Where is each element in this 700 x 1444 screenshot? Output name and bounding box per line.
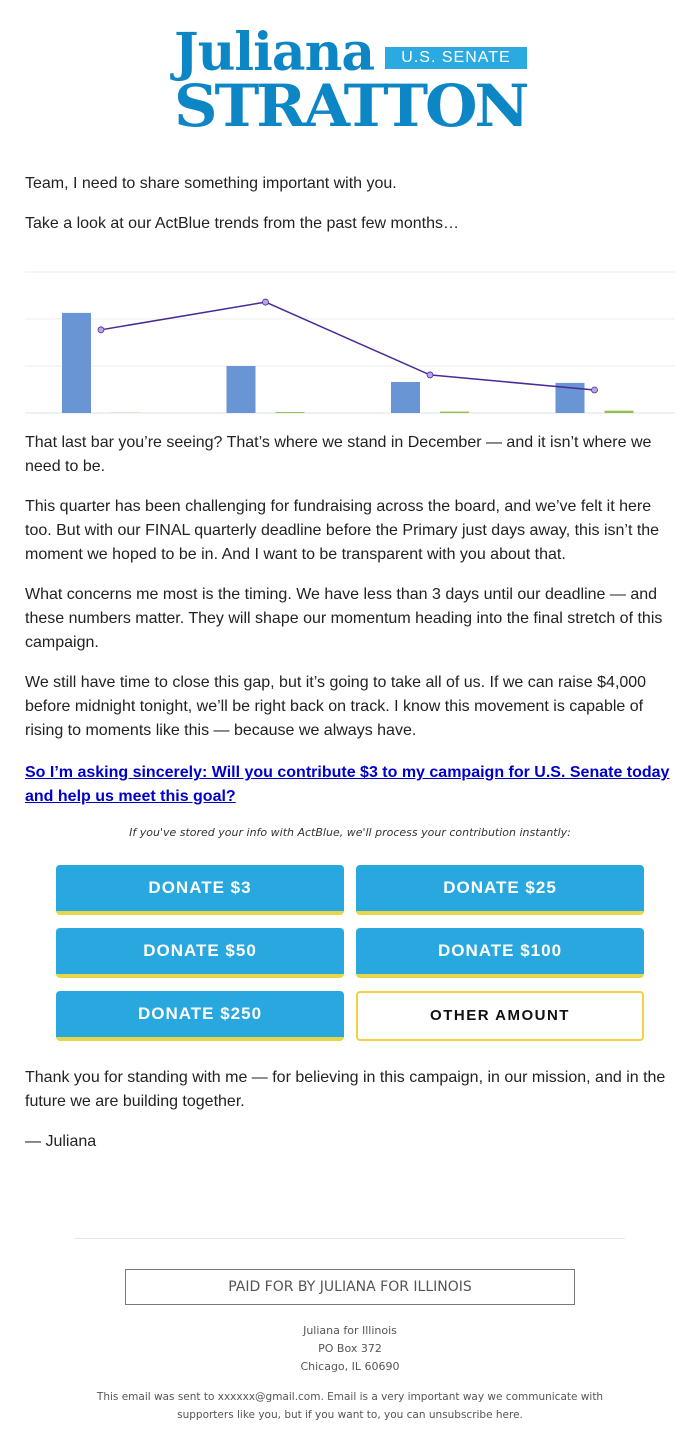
trend-point [263,299,269,305]
logo-badge: U.S. SENATE [385,47,527,69]
other-amount-button[interactable]: OTHER AMOUNT [356,991,644,1041]
address-line: Juliana for Illinois [303,1324,397,1337]
paragraph: That last bar you’re seeing? That’s where we stand in December — and it isn’t where we need to be. [25,434,652,475]
address-line: PO Box 372 [318,1342,382,1355]
trend-point [427,372,433,378]
signature: — Juliana [25,1133,97,1150]
paragraph: We still have time to close this gap, but it’s going to take all of us. If we can raise $4,000 before midnight tonight, we’ll be right back on track. I know this movement is capable of rising to moments like this — because we always have. [25,674,647,739]
intro-line: Take a look at our ActBlue trends from the past few months… [25,215,459,232]
divider [75,1238,625,1239]
fundraising-chart [25,262,675,416]
donate-3-button[interactable]: DONATE $3 [56,865,344,915]
bar-blue [391,382,420,413]
bar-blue [227,366,256,413]
donate-100-button[interactable]: DONATE $100 [356,928,644,978]
paragraph: This quarter has been challenging for fundraising across the board, and we’ve felt it here too. But with our FINAL quarterly deadline before the Primary just days away, this isn’t the moment we hoped to be in. And I want to be transparent with you about that. [25,498,660,563]
mailing-address [0,1322,700,1376]
unsubscribe-notice[interactable]: This email was sent to xxxxxx@gmail.com. Email is a very important way we communicate with supporters like you, but if you want to, you can unsubscribe here. [96,1391,604,1421]
bar-green [440,412,469,413]
closing-paragraph: Thank you for standing with me — for believing in this campaign, in our mission, and in the future we are building together. [25,1069,666,1110]
trend-point [592,387,598,393]
campaign-logo [174,22,528,140]
paid-for-disclaimer: PAID FOR BY JULIANA FOR ILLINOIS [125,1269,575,1305]
intro-line: Team, I need to share something important with you. [25,175,397,192]
paragraph: What concerns me most is the timing. We have less than 3 days until our deadline — and these numbers matter. They will shape our momentum heading into the final stretch of this campaign. [25,586,663,651]
contribute-link[interactable]: So I’m asking sincerely: Will you contribute $3 to my campaign for U.S. Senate today and help us meet this goal? [25,764,670,805]
logo-first-name: Juliana [174,22,375,83]
trend-line [101,302,595,390]
bar-green [605,411,634,413]
logo-last-name: STRATTON [174,72,527,140]
bar-green [276,412,305,413]
actblue-note: If you've stored your info with ActBlue, we'll process your contribution instantly: [129,826,571,839]
bar-blue [62,313,91,413]
trend-point [98,327,104,333]
donate-50-button[interactable]: DONATE $50 [56,928,344,978]
donate-250-button[interactable]: DONATE $250 [56,991,344,1041]
address-line: Chicago, IL 60690 [300,1360,400,1373]
donate-25-button[interactable]: DONATE $25 [356,865,644,915]
